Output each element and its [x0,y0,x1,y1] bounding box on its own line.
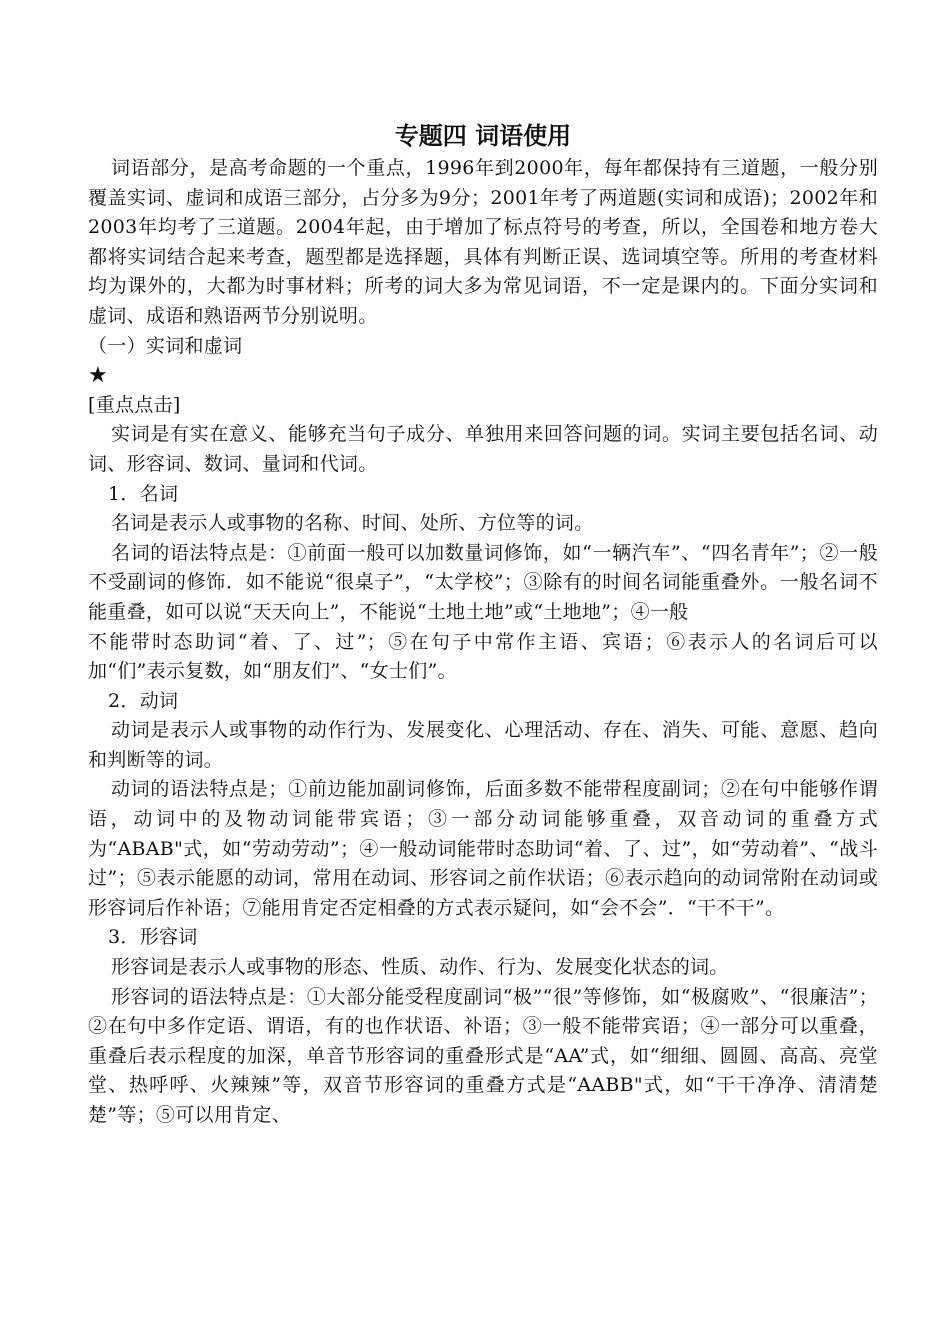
noun-features-part1: 名词的语法特点是：①前面一般可以加数量词修饰，如“一辆汽车”、“四名青年”；②一般不受副词的修饰．如不能说“很桌子”，“太学校”；③除有的时间名词能重叠外。一般名词不能重叠，如可以说“天天向上”，不能说“土地土地”或“土地地”；④一般 [88,541,878,623]
key-points-label: [重点点击] [88,393,181,416]
verb-heading: 2．动词 [108,689,179,712]
adjective-features: 形容词的语法特点是：①大部分能受程度副词“极”“很”等修饰，如“极腐败”、“很廉洁”；②在句中多作定语、谓语，有的也作状语、补语；③一般不能带宾语；④一部分可以重叠，重叠后表示程度的加深，单音节形容词的重叠形式是“AA”式，如“细细、圆圆、高高、亮堂堂、热呼呼、火辣辣”等，双音节形容词的重叠方式是“AABB"式，如“干干净净、清清楚楚”等；⑤可以用肯定、 [88,985,878,1126]
noun-definition: 名词是表示人或事物的名称、时间、处所、方位等的词。 [111,512,594,535]
adjective-definition: 形容词是表示人或事物的形态、性质、动作、行为、发展变化状态的词。 [111,956,729,979]
intro-paragraph: 词语部分，是高考命题的一个重点，1996年到2000年，每年都保持有三道题，一般分别覆盖实词、虚词和成语三部分，占分多为9分；2001年考了两道题(实词和成语)；2002年和2003年均考了三道题。2004年起，由于增加了标点符号的考查，所以，全国卷和地方卷大都将实词结合起来考查，题型都是选择题，具体有判断正误、选词填空等。所用的考查材料均为课外的，大都为时事材料；所考的词大多为常见词语，不一定是课内的。下面分实词和虚词、成语和熟语两节分别说明。 [88,157,878,327]
adjective-heading: 3．形容词 [108,926,198,949]
star-icon: ★ [88,363,108,389]
noun-features-part2: 不能带时态助词“着、了、过”；⑤在句子中常作主语、宾语；⑥表示人的名词后可以加“们”表示复数，如“朋友们”、“女士们”。 [88,630,878,683]
verb-definition: 动词是表示人或事物的动作行为、发展变化、心理活动、存在、消失、可能、意愿、趋向和判断等的词。 [88,719,878,771]
section-heading: （一）实词和虚词 [88,334,243,357]
noun-heading: 1．名词 [108,482,179,505]
shici-definition: 实词是有实在意义、能够充当句子成分、单独用来回答问题的词。实词主要包括名词、动词、形容词、数词、量词和代词。 [88,423,878,475]
verb-features: 动词的语法特点是；①前边能加副词修饰，后面多数不能带程度副词；②在句中能够作谓语，动词中的及物动词能带宾语；③一部分动词能够重叠，双音动词的重叠方式为“ABAB"式，如“劳动劳动”；④一般动词能带时态助词“着、了、过”，如“劳动着”、“战斗过”；⑤表示能愿的动词，常用在动词、形容词之前作状语；⑥表示趋向的动词常附在动词或形容词后作补语；⑦能用肯定否定相叠的方式表示疑问，如“会不会”．“干不干”。 [88,778,878,919]
document-title: 专题四 词语使用 [394,121,572,150]
document-page [88,118,878,1131]
